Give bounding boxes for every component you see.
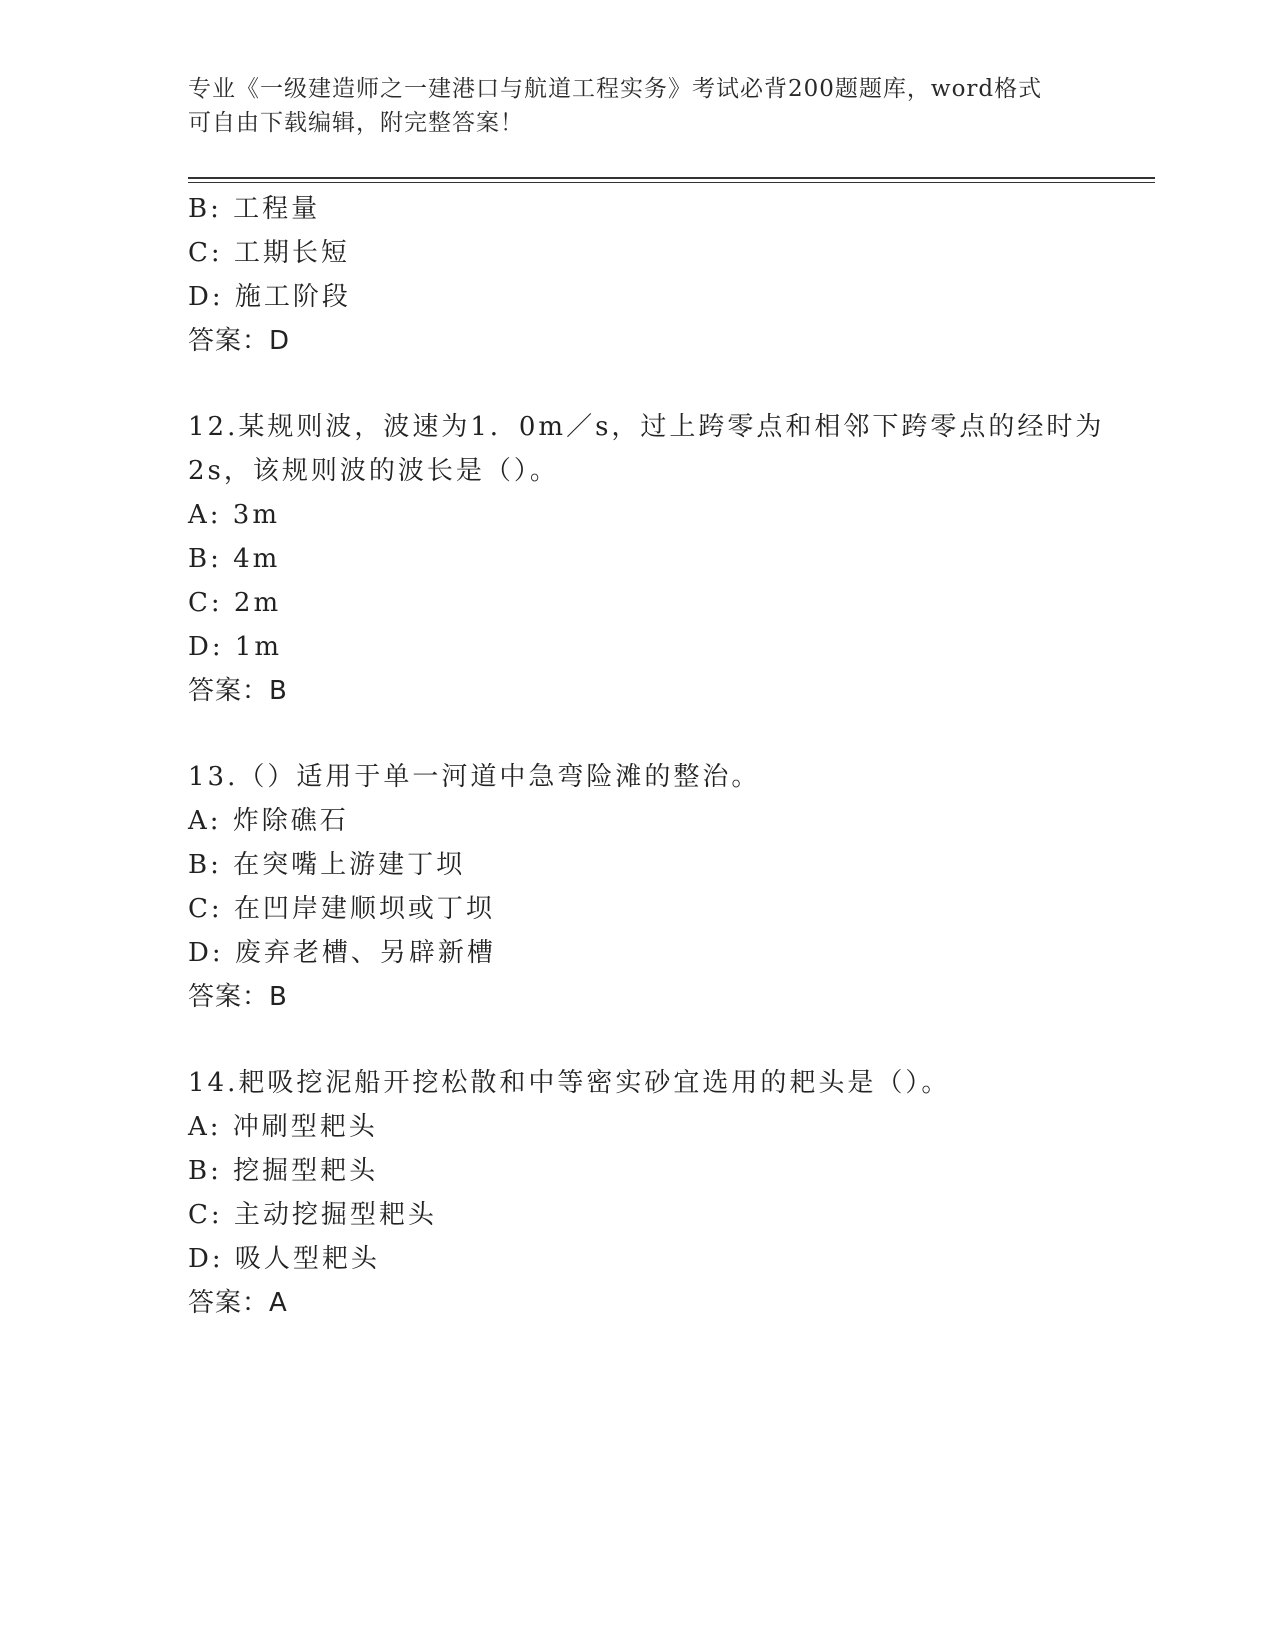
answer: 答案：D [188, 326, 291, 356]
option-d: D: 1m [188, 632, 283, 662]
question-stem-continued: 2s，该规则波的波长是（）。 [188, 456, 559, 486]
answer: 答案：A [188, 1288, 288, 1318]
header-divider-thick [188, 177, 1155, 179]
option-b: B: 挖掘型耙头 [188, 1156, 379, 1186]
option-b: B: 4m [188, 544, 281, 574]
option-c: C: 2m [188, 588, 282, 618]
option-d: D: 吸人型耙头 [188, 1244, 380, 1274]
option-c: C: 工期长短 [188, 238, 350, 268]
header-line-2: 可自由下载编辑，附完整答案！ [188, 110, 524, 136]
option-c: C: 在凹岸建顺坝或丁坝 [188, 894, 495, 924]
answer: 答案：B [188, 982, 288, 1012]
option-b: B: 在突嘴上游建丁坝 [188, 850, 466, 880]
answer: 答案：B [188, 676, 288, 706]
option-a: A: 冲刷型耙头 [188, 1112, 378, 1142]
option-d: D: 废弃老槽、另辟新槽 [188, 938, 496, 968]
option-d: D: 施工阶段 [188, 282, 351, 312]
question-stem: 14.耙吸挖泥船开挖松散和中等密实砂宜选用的耙头是（）。 [188, 1068, 951, 1098]
question-stem: 13.（）适用于单一河道中急弯险滩的整治。 [188, 762, 761, 792]
document-header [188, 72, 1088, 140]
option-c: C: 主动挖掘型耙头 [188, 1200, 437, 1230]
header-line-1: 专业《一级建造师之一建港口与航道工程实务》考试必背200题题库，word格式 [188, 76, 1043, 102]
question-stem: 12.某规则波，波速为1．0m／s，过上跨零点和相邻下跨零点的经时为 [188, 412, 1105, 442]
option-b: B: 工程量 [188, 194, 321, 224]
header-divider-thin [188, 182, 1155, 183]
option-a: A: 炸除礁石 [188, 806, 349, 836]
option-a: A: 3m [188, 500, 280, 530]
